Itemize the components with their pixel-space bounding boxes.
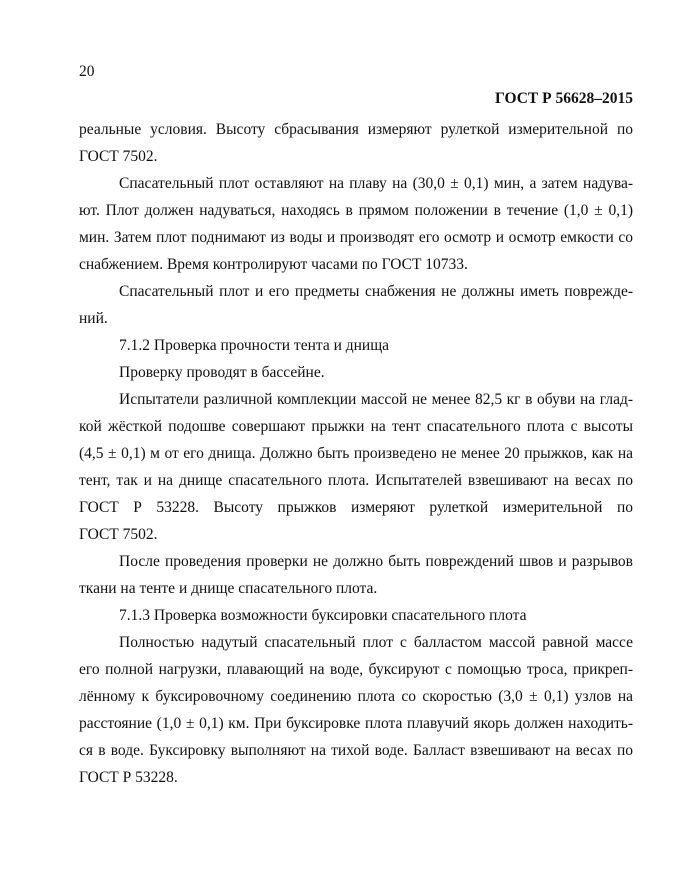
document-body [79,116,633,791]
text-line: тент, так и на днище спасательного плота. Испытателей взвешивают на весах по [79,472,633,489]
text-line: реальные условия. Высоту сбрасывания измеряют рулеткой измерительной по [79,121,633,138]
text-line: ткани на тенте и днище спасательного плота. [79,580,378,597]
text-line: ют. Плот должен надуваться, находясь в прямом положении в течение (1,0 ± 0,1) [79,202,633,219]
text-line: ГОСТ 7502. [79,526,158,543]
text-line: ГОСТ 7502. [79,148,158,165]
page-number: 20 [79,63,95,80]
text-line: Полностью надутый спасательный плот с балластом массой равной массе [119,634,633,651]
text-line: Спасательный плот и его предметы снабжения не должны иметь поврежде- [119,283,633,300]
text-line: Спасательный плот оставляют на плаву на (30,0 ± 0,1) мин, а затем надува- [119,175,633,192]
text-line: ГОСТ Р 53228. Высоту прыжков измеряют рулеткой измерительной по [79,499,633,516]
text-line: его полной нагрузки, плавающий на воде, буксируют с помощью троса, прикреп- [79,661,633,678]
text-line: Испытатели различной комплекции массой не менее 82,5 кг в обуви на глад- [119,391,633,408]
section-heading-7-1-2: 7.1.2 Проверка прочности тента и днища [119,337,390,354]
section-heading-7-1-3: 7.1.3 Проверка возможности буксировки спасательного плота [119,607,527,624]
text-line: ний. [79,310,108,327]
text-line: (4,5 ± 0,1) м от его днища. Должно быть произведено не менее 20 прыжков, как на [79,445,633,462]
text-line: Проверку проводят в бассейне. [119,364,325,381]
text-line: ся в воде. Буксировку выполняют на тихой воде. Балласт взвешивают на весах по [79,742,633,759]
text-line: мин. Затем плот поднимают из воды и производят его осмотр и осмотр емкости со [79,229,633,246]
text-line: кой жёсткой подошве совершают прыжки на тент спасательного плота с высоты [79,418,633,435]
text-line: ГОСТ Р 53228. [79,769,178,786]
text-line: снабжением. Время контролируют часами по ГОСТ 10733. [79,256,468,273]
standard-header: ГОСТ Р 56628–2015 [495,90,633,107]
text-line: расстояние (1,0 ± 0,1) км. При буксировке плота плавучий якорь должен находить- [79,715,633,732]
text-line: После проведения проверки не должно быть повреждений швов и разрывов [119,553,633,570]
text-line: лённому к буксировочному соединению плота со скоростью (3,0 ± 0,1) узлов на [79,688,633,705]
